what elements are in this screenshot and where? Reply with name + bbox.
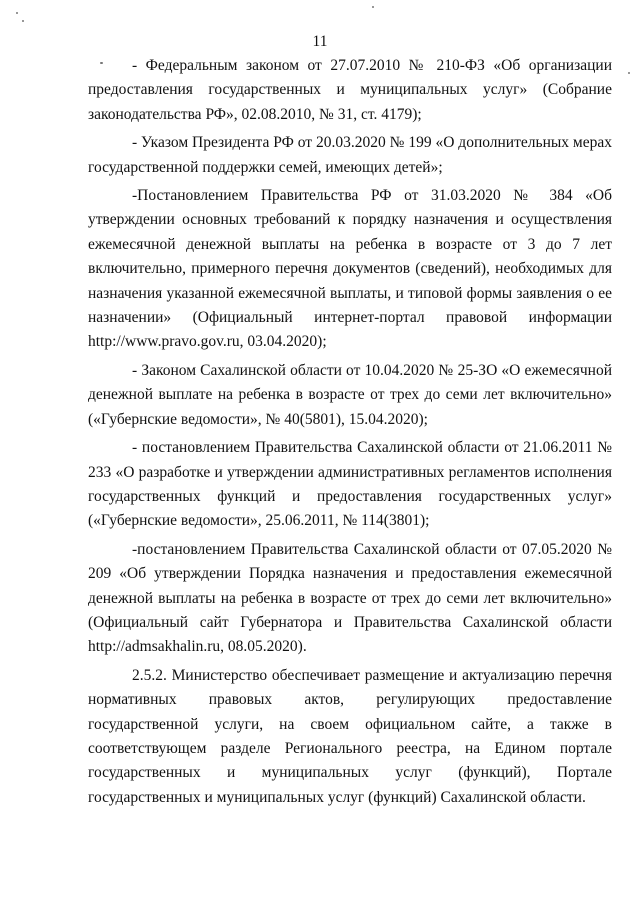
- legal-act-government-resolution-384: -Постановлением Правительства РФ от 31.03.2020 № 384 «Об утверждении основных требований к порядку назначения и осуществления ежемесячной денежной выплаты на ребенка в возрасте от 3 до 7 лет включительно, примерного перечня документов (сведений), необходимых для назначения указанной ежемесячной выплаты, и типовой формы заявления о ее назначении» (Официальный интернет-портал правовой информации http://www.pravo.gov.ru, 03.04.2020);: [88, 187, 612, 351]
- page-number: 11: [312, 33, 328, 50]
- scan-speck: [372, 6, 374, 8]
- scan-speck: [16, 12, 18, 14]
- section-2-5-2-paragraph: 2.5.2. Министерство обеспечивает размещение и актуализацию перечня нормативных правовых актов, регулирующих предоставление государственной услуги, на своем официальном сайте, а также в соответствующем разделе Регионального реестра, на Едином портале государственных и муниципальных услуг (функций), Портале государственных и муниципальных услуг (функций) Сахалинской области.: [88, 666, 612, 806]
- scan-speck: [100, 62, 103, 64]
- legal-act-presidential-decree-199: - Указом Президента РФ от 20.03.2020 № 199 «О дополнительных мерах государственной поддержки семей, имеющих детей»;: [88, 134, 612, 176]
- legal-act-sakhalin-resolution-233: - постановлением Правительства Сахалинской области от 21.06.2011 № 233 «О разработке и утверждении административных регламентов исполнения государственных функций и предоставления государственных услуг» («Губернские ведомости», 25.06.2011, № 114(3801);: [88, 439, 612, 530]
- legal-act-sakhalin-resolution-209: -постановлением Правительства Сахалинской области от 07.05.2020 № 209 «Об утверждении Порядка назначения и предоставления ежемесячной денежной выплаты на ребенка в возрасте от трех до семи лет включительно» (Официальный сайт Губернатора и Правительства Сахалинской области http://admsakhalin.ru, 08.05.2020).: [88, 540, 612, 656]
- legal-act-federal-law-210: - Федеральным законом от 27.07.2010 № 210-ФЗ «Об организации предоставления государственных и муниципальных услуг» (Собрание законодательства РФ», 02.08.2010, № 31, ст. 4179);: [88, 57, 612, 123]
- document-body: [88, 54, 612, 814]
- legal-act-sakhalin-law-25: - Законом Сахалинской области от 10.04.2020 № 25-ЗО «О ежемесячной денежной выплате на ребенка в возрасте от трех до семи лет включительно» («Губернские ведомости», № 40(5801), 15.04.2020);: [88, 361, 612, 428]
- scan-speck: [628, 72, 630, 74]
- scan-speck: [22, 20, 24, 22]
